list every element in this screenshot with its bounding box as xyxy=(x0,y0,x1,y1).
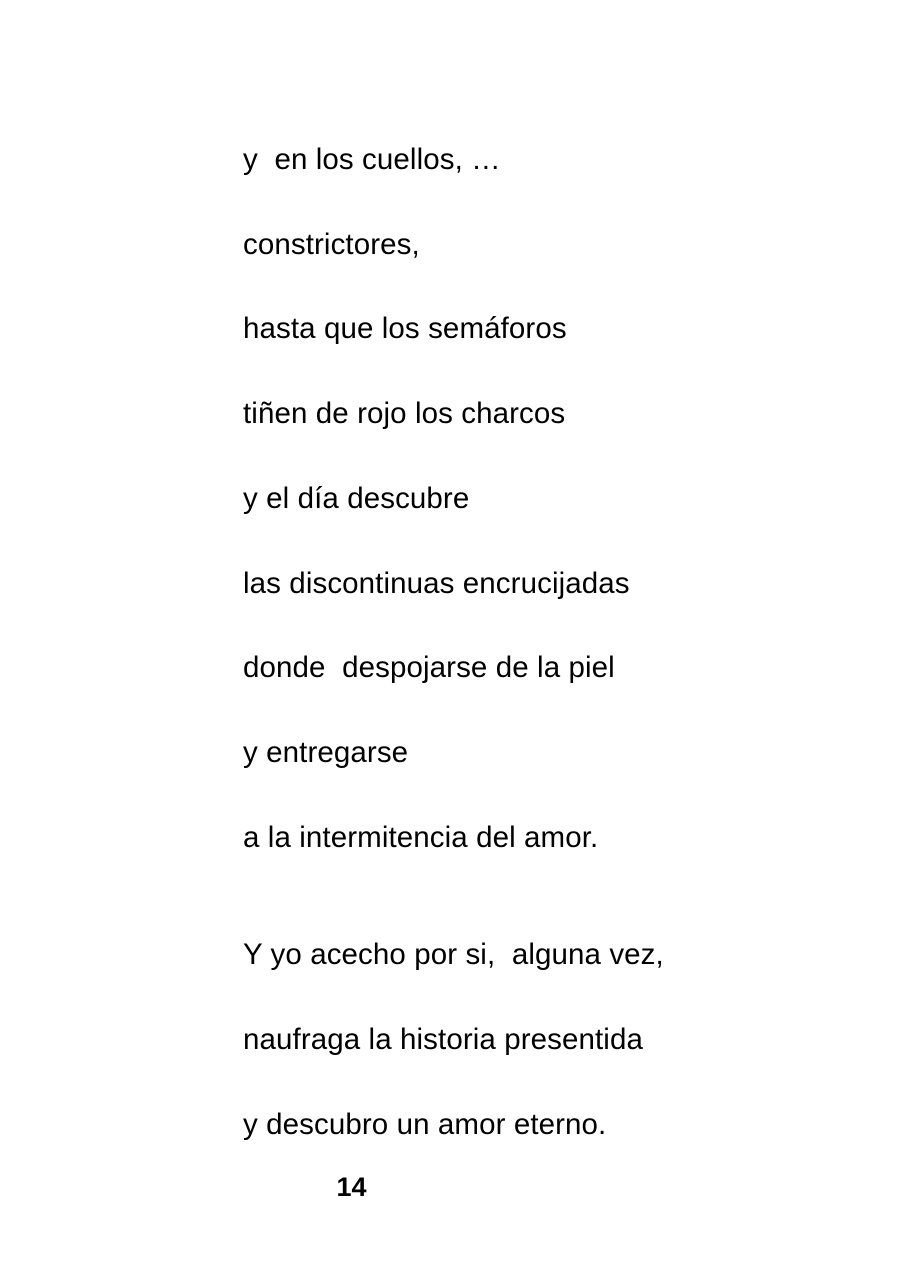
poem-line: y entregarse xyxy=(243,735,409,769)
page-number: 14 xyxy=(336,1172,367,1202)
poem-body xyxy=(243,118,803,1167)
poem-line: constrictores, xyxy=(243,227,420,261)
poem-line: y el día descubre xyxy=(243,481,470,515)
poem-line: a la intermitencia del amor. xyxy=(243,820,599,854)
poem-line: Y yo acecho por si, alguna vez, xyxy=(243,938,664,972)
stanza xyxy=(243,913,803,1167)
poem-line: las discontinuas encrucijadas xyxy=(243,566,630,600)
stanza xyxy=(243,118,803,880)
poem-line: hasta que los semáforos xyxy=(243,312,567,346)
poem-line: y en los cuellos, … xyxy=(243,143,501,176)
poem-line: donde despojarse de la piel xyxy=(243,651,615,685)
poem-line: y descubro un amor eterno. xyxy=(243,1107,607,1141)
poem-line: naufraga la historia presentida xyxy=(243,1023,643,1057)
poem-line: tiñen de rojo los charcos xyxy=(243,397,566,431)
